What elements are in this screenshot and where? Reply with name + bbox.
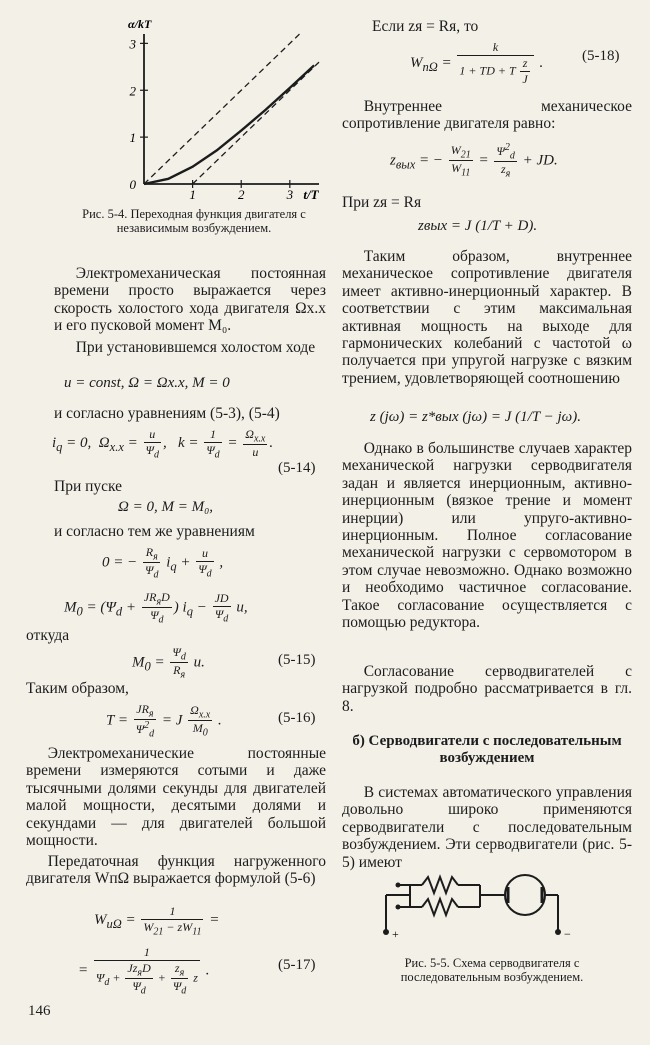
paragraph: При zя = Rя — [342, 194, 422, 211]
equation-number: (5-17) — [278, 957, 316, 973]
equation: $M_0 = (\Psi_d$ + $\frac{JR_яD}{\Psi_d}$ ) $i_q$ − $\frac{JD}{\Psi_d}$ u, — [64, 590, 248, 626]
paragraph: Электромеханическая постоянная времени просто выражается через скорость холостого хода двигателя Ωх.х и его пусковой момент M₀. — [54, 265, 326, 335]
y-axis-label: α/kT — [128, 17, 152, 31]
paragraph: Если zя = Rя, то — [372, 18, 479, 35]
figure-5-5-circuit — [380, 870, 600, 940]
equation-5-17: $W_{u\Omega}$ = $\frac{1}{W_{21} - zW_{11}}$ = — [94, 904, 220, 938]
origin-label: 0 — [129, 177, 136, 192]
section-heading: б) Серводвигатели с последовательным возбуждением — [352, 733, 622, 766]
equation-number: (5-16) — [278, 710, 316, 726]
paragraph: Передаточная функция нагруженного двигателя WпΩ выражается формулой (5-6) — [26, 853, 326, 888]
paragraph: При установившемся холостом ходе — [75, 339, 316, 356]
equation-number: (5-15) — [278, 652, 316, 668]
equation: 0 = − $\frac{R_я}{\Psi_d}$ $i_q$ + $\frac{u}{\Psi_d}$ , — [102, 545, 224, 581]
paragraph: Согласование серводвигателей с нагрузкой подробно рассматривается в гл. 8. — [342, 663, 632, 715]
equation-5-14: $i_q = 0$, $\Omega_{х.х}$ = $\frac{u}{\Psi_d}$ , k = $\frac{1}{\Psi_d}$ = $\frac{\Omega_{х.х}}{u}$ . — [52, 427, 274, 461]
paragraph: Однако в большинстве случаев характер механической нагрузки серводвигателя задан и является инерционным, активно-инерционным (вязкое трение и момент инерции) или упруго-активно-инерционным. Полное согласование механической нагрузки с сервомотором в этом случае невозможно. Однако возможно и необходимо частичное согласование. Такое согласование осуществляется с помощью редуктора. — [342, 440, 632, 632]
equation-5-15: $M_0$ = $\frac{\Psi_d}{R_я}$ u. — [132, 645, 205, 681]
paragraph: Внутреннее механическое сопротивление двигателя равно: — [342, 98, 632, 133]
y-tick-label: 1 — [129, 130, 136, 146]
page-number: 146 — [28, 1003, 51, 1019]
figure-5-4-chart — [94, 8, 334, 208]
paragraph: и согласно тем же уравнениям — [54, 523, 255, 540]
transient-curve — [144, 65, 314, 184]
x-tick-label: 2 — [237, 187, 245, 202]
paragraph: В системах автоматического управления довольно широко применяются серводвигатели с последовательным возбуждением. Эти серводвигатели (рис. 5-5) имеют — [342, 784, 632, 871]
figure-5-4-caption: Рис. 5-4. Переходная функция двигателя с независимым возбуждением. — [82, 207, 306, 235]
paragraph: Таким образом, — [26, 680, 129, 697]
equation: zвых = J (1/T + D). — [418, 218, 538, 234]
equation: u = const, Ω = Ωх.х, M = 0 — [64, 375, 230, 391]
equation-number: (5-18) — [582, 48, 620, 64]
equation-5-16: T = $\frac{JR_я}{\Psi^2_d}$ = J $\frac{\Omega_{х.х}}{M_0}$ . — [106, 702, 222, 740]
paragraph: и согласно уравнениям (5-3), (5-4) — [54, 405, 280, 422]
paragraph: откуда — [26, 627, 70, 644]
figure-5-5-caption: Рис. 5-5. Схема серводвигателя с последовательным возбуждением. — [400, 956, 584, 984]
equation-5-18: $W_{п\Omega}$ = k 1 + TD + T $\frac{z}{J}$ . — [410, 40, 544, 86]
paragraph: При пуске — [54, 478, 123, 495]
paragraph: Таким образом, внутреннее механическое сопротивление двигателя имеет активно-инерционный характер. В соответствии с этим максимальная активная мощность на выходе для гармонических колебаний с частотой ω получается при упругой нагрузке с вязким трением, удовлетворяющей соотношению — [342, 248, 632, 387]
y-tick-label: 3 — [129, 36, 136, 52]
equation-number: (5-14) — [278, 460, 316, 476]
equation-5-17-line2: = 1 $\Psi_d$ + $\frac{Jz_яD}{\Psi_d}$ + $\frac{z_я}{\Psi_d}$ z . — [78, 945, 210, 997]
y-tick-label: 2 — [129, 83, 136, 99]
minus-terminal-label: − — [564, 927, 571, 940]
equation: z (jω) = z*вых (jω) = J (1/T − jω). — [370, 409, 582, 425]
equation: Ω = 0, M = M₀, — [118, 499, 214, 515]
asymptote-line — [193, 62, 319, 184]
equation: $z_{вых}$ = − $\frac{W_{21}}{W_{11}}$ = $\frac{\Psi^2_d}{z_я}$ + JD. — [390, 142, 558, 180]
x-axis-label: t/T — [303, 187, 319, 202]
x-tick-label: 3 — [286, 187, 294, 202]
asymptote-line — [144, 34, 300, 184]
x-tick-label: 1 — [189, 187, 196, 202]
plus-terminal-label: + — [392, 927, 399, 940]
paragraph: Электромеханические постоянные времени измеряются сотыми и даже тысячными долями секунды для двигателей малой мощности, десятыми долями и секундами — для двигателей большой мощности. — [26, 745, 326, 850]
